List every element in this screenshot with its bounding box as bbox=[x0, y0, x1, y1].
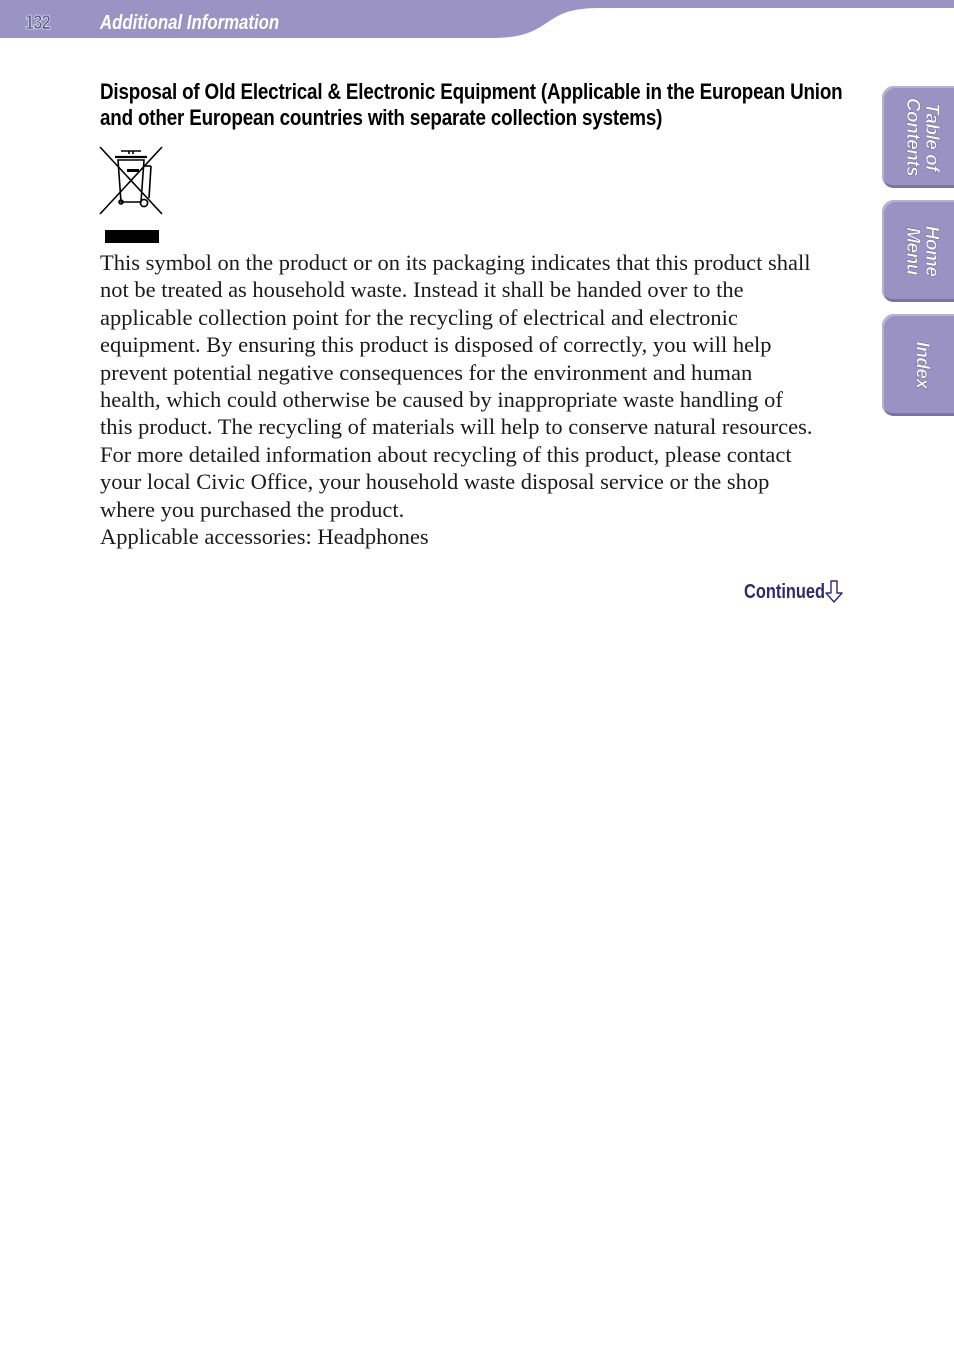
heading bbox=[100, 79, 843, 131]
tab-table-of-contents[interactable] bbox=[882, 86, 954, 188]
body-line: this product. The recycling of materials will help to conserve natural resources. bbox=[100, 414, 813, 440]
tab-home-menu[interactable] bbox=[882, 200, 954, 302]
tab-label: Table of Contents bbox=[902, 97, 942, 177]
tab-label: Home Menu bbox=[902, 225, 942, 277]
body-line: equipment. By ensuring this product is disposed of correctly, you will help bbox=[100, 332, 772, 358]
continued-label: Continued bbox=[744, 580, 826, 603]
body-line: health, which could otherwise be caused by inappropriate waste handling of bbox=[100, 387, 783, 413]
body-line: where you purchased the product. bbox=[100, 496, 405, 522]
heading-line: Disposal of Old Electrical & Electronic Equipment (Applicable in the European Union bbox=[100, 79, 843, 104]
body-line: your local Civic Office, your household waste disposal service or the shop bbox=[100, 469, 770, 495]
body-line: applicable collection point for the recycling of electrical and electronic bbox=[100, 304, 738, 330]
tab-label: Index bbox=[911, 341, 933, 389]
continued-link[interactable] bbox=[744, 578, 844, 606]
body-paragraph bbox=[100, 249, 860, 550]
body-line: Applicable accessories: Headphones bbox=[100, 524, 429, 550]
down-arrow-icon bbox=[824, 580, 844, 604]
tab-index[interactable] bbox=[882, 314, 954, 416]
page-number: 132 bbox=[25, 12, 50, 34]
body-line: This symbol on the product or on its packaging indicates that this product shall bbox=[100, 250, 811, 275]
body-line: prevent potential negative consequences for the environment and human bbox=[100, 359, 753, 385]
body-line: For more detailed information about recycling of this product, please contact bbox=[100, 441, 792, 467]
heading-line: and other European countries with separate collection systems) bbox=[100, 105, 663, 130]
crossed-out-wheelie-bin-icon bbox=[99, 146, 165, 244]
page-header bbox=[0, 0, 954, 40]
body-line: not be treated as household waste. Instead it shall be handed over to the bbox=[100, 277, 744, 303]
section-title: Additional Information bbox=[100, 12, 280, 34]
